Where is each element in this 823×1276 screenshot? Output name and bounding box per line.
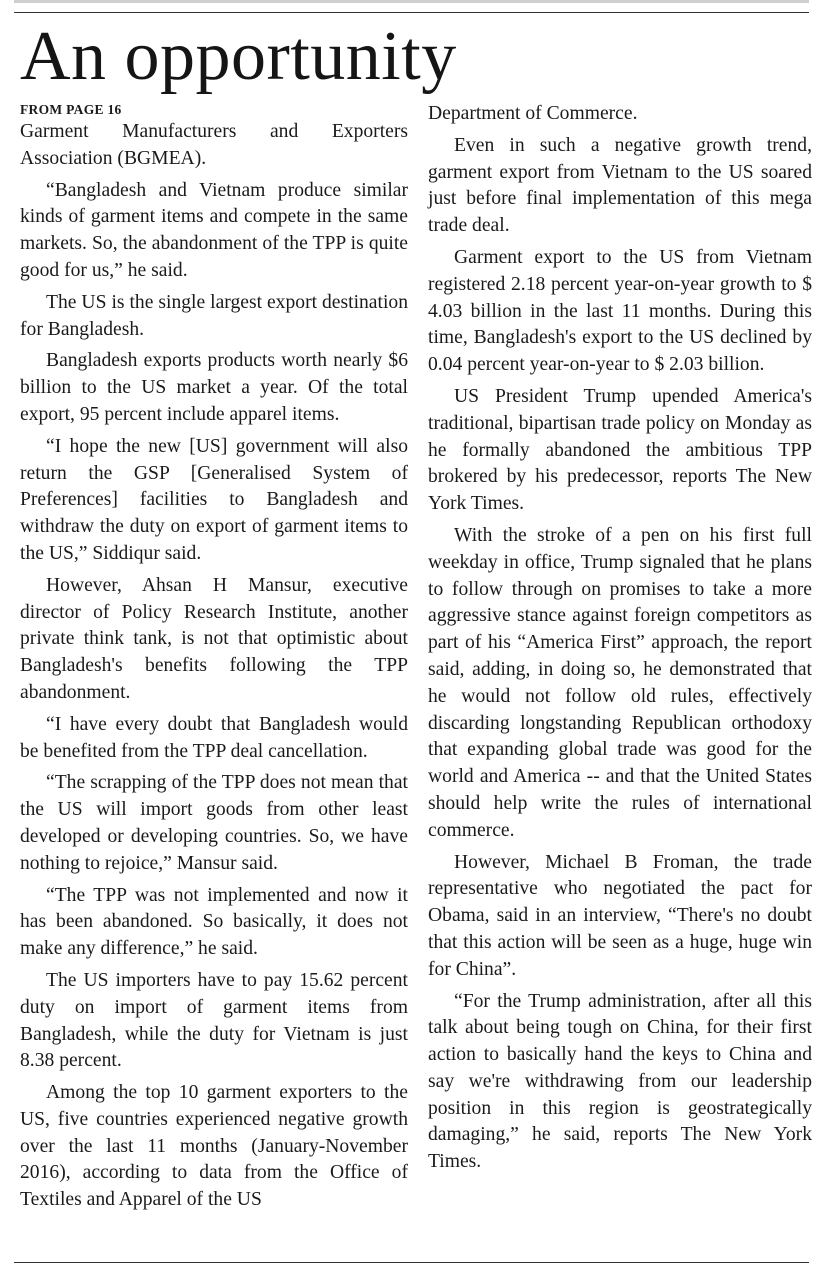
headline: An opportunity: [20, 18, 457, 95]
paragraph: Department of Commerce.: [428, 103, 638, 124]
article-column-right: [428, 101, 812, 1176]
paragraph: With the stroke of a pen on his first full weekday in office, Trump signaled that he plans to follow through on promises to take a more aggressive stance against foreign competitors as part of his “America First” approach, the report said, adding, in doing so, he demonstrated that he would not follow old rules, effectively discarding longstanding Republican orthodoxy that expanding global trade was good for the world and America -- and that the United States should help write the rules of international commerce.: [428, 524, 812, 841]
paragraph: Bangladesh exports products worth nearly $6 billion to the US market a year. Of the total export, 95 percent include apparel items.: [20, 350, 408, 425]
continuation-kicker: FROM PAGE 16: [20, 102, 122, 117]
bottom-rule: [14, 1262, 809, 1263]
paragraph: “I have every doubt that Bangladesh would be benefited from the TPP deal cancellation.: [20, 713, 408, 762]
paragraph: Among the top 10 garment exporters to the US, five countries experienced negative growth over the last 11 months (January-November 2016), according to data from the Office of Textiles and Apparel of the US: [20, 1082, 408, 1211]
paragraph: “The TPP was not implemented and now it has been abandoned. So basically, it does not make any difference,” he said.: [20, 884, 408, 960]
paragraph: US President Trump upended America's traditional, bipartisan trade policy on Monday as he formally abandoned the ambitious TPP brokered by his predecessor, reports The New York Times.: [428, 385, 812, 515]
paragraph: Even in such a negative growth trend, garment export from Vietnam to the US soared just before final implementation of this mega trade deal.: [428, 134, 812, 237]
paragraph: The US importers have to pay 15.62 percent duty on import of garment items from Bangladesh, while the duty for Vietnam is just 8.38 percent.: [20, 969, 408, 1072]
paragraph: “For the Trump administration, after all this talk about being tough on China, for their first action to basically hand the keys to China and say we're withdrawing from our leadership position in this region is geostrategically damaging,” he said, reports The New York Times.: [428, 990, 812, 1173]
paragraph: “The scrapping of the TPP does not mean that the US will import goods from other least developed or developing countries. So, we have nothing to rejoice,” Mansur said.: [20, 772, 408, 874]
top-cropped-strip: [14, 0, 809, 6]
paragraph: Garment Manufacturers and Exporters Association (BGMEA).: [20, 121, 408, 169]
paragraph: However, Michael B Froman, the trade representative who negotiated the pact for Obama, said in an interview, “There's no doubt that this action will be seen as a huge, huge win for China”.: [428, 851, 812, 980]
paragraph: “Bangladesh and Vietnam produce similar kinds of garment items and compete in the same markets. So, the abandonment of the TPP is quite good for us,” he said.: [20, 179, 408, 281]
article-column-left: [20, 101, 408, 1214]
paragraph: Garment export to the US from Vietnam registered 2.18 percent year-on-year growth to $ 4.03 billion in the last 11 months. During this time, Bangladesh's export to the US declined by 0.04 percent year-on-year to $ 2.03 billion.: [428, 246, 812, 376]
top-rule: [14, 12, 809, 13]
paragraph: The US is the single largest export destination for Bangladesh.: [20, 291, 408, 340]
paragraph: “I hope the new [US] government will also return the GSP [Generalised System of Preferences] facilities to Bangladesh and withdraw the duty on export of garment items to the US,” Siddiqur said.: [20, 435, 408, 564]
paragraph: However, Ahsan H Mansur, executive director of Policy Research Institute, another private think tank, is not that optimistic about Bangladesh's benefits following the TPP abandonment.: [20, 574, 408, 703]
